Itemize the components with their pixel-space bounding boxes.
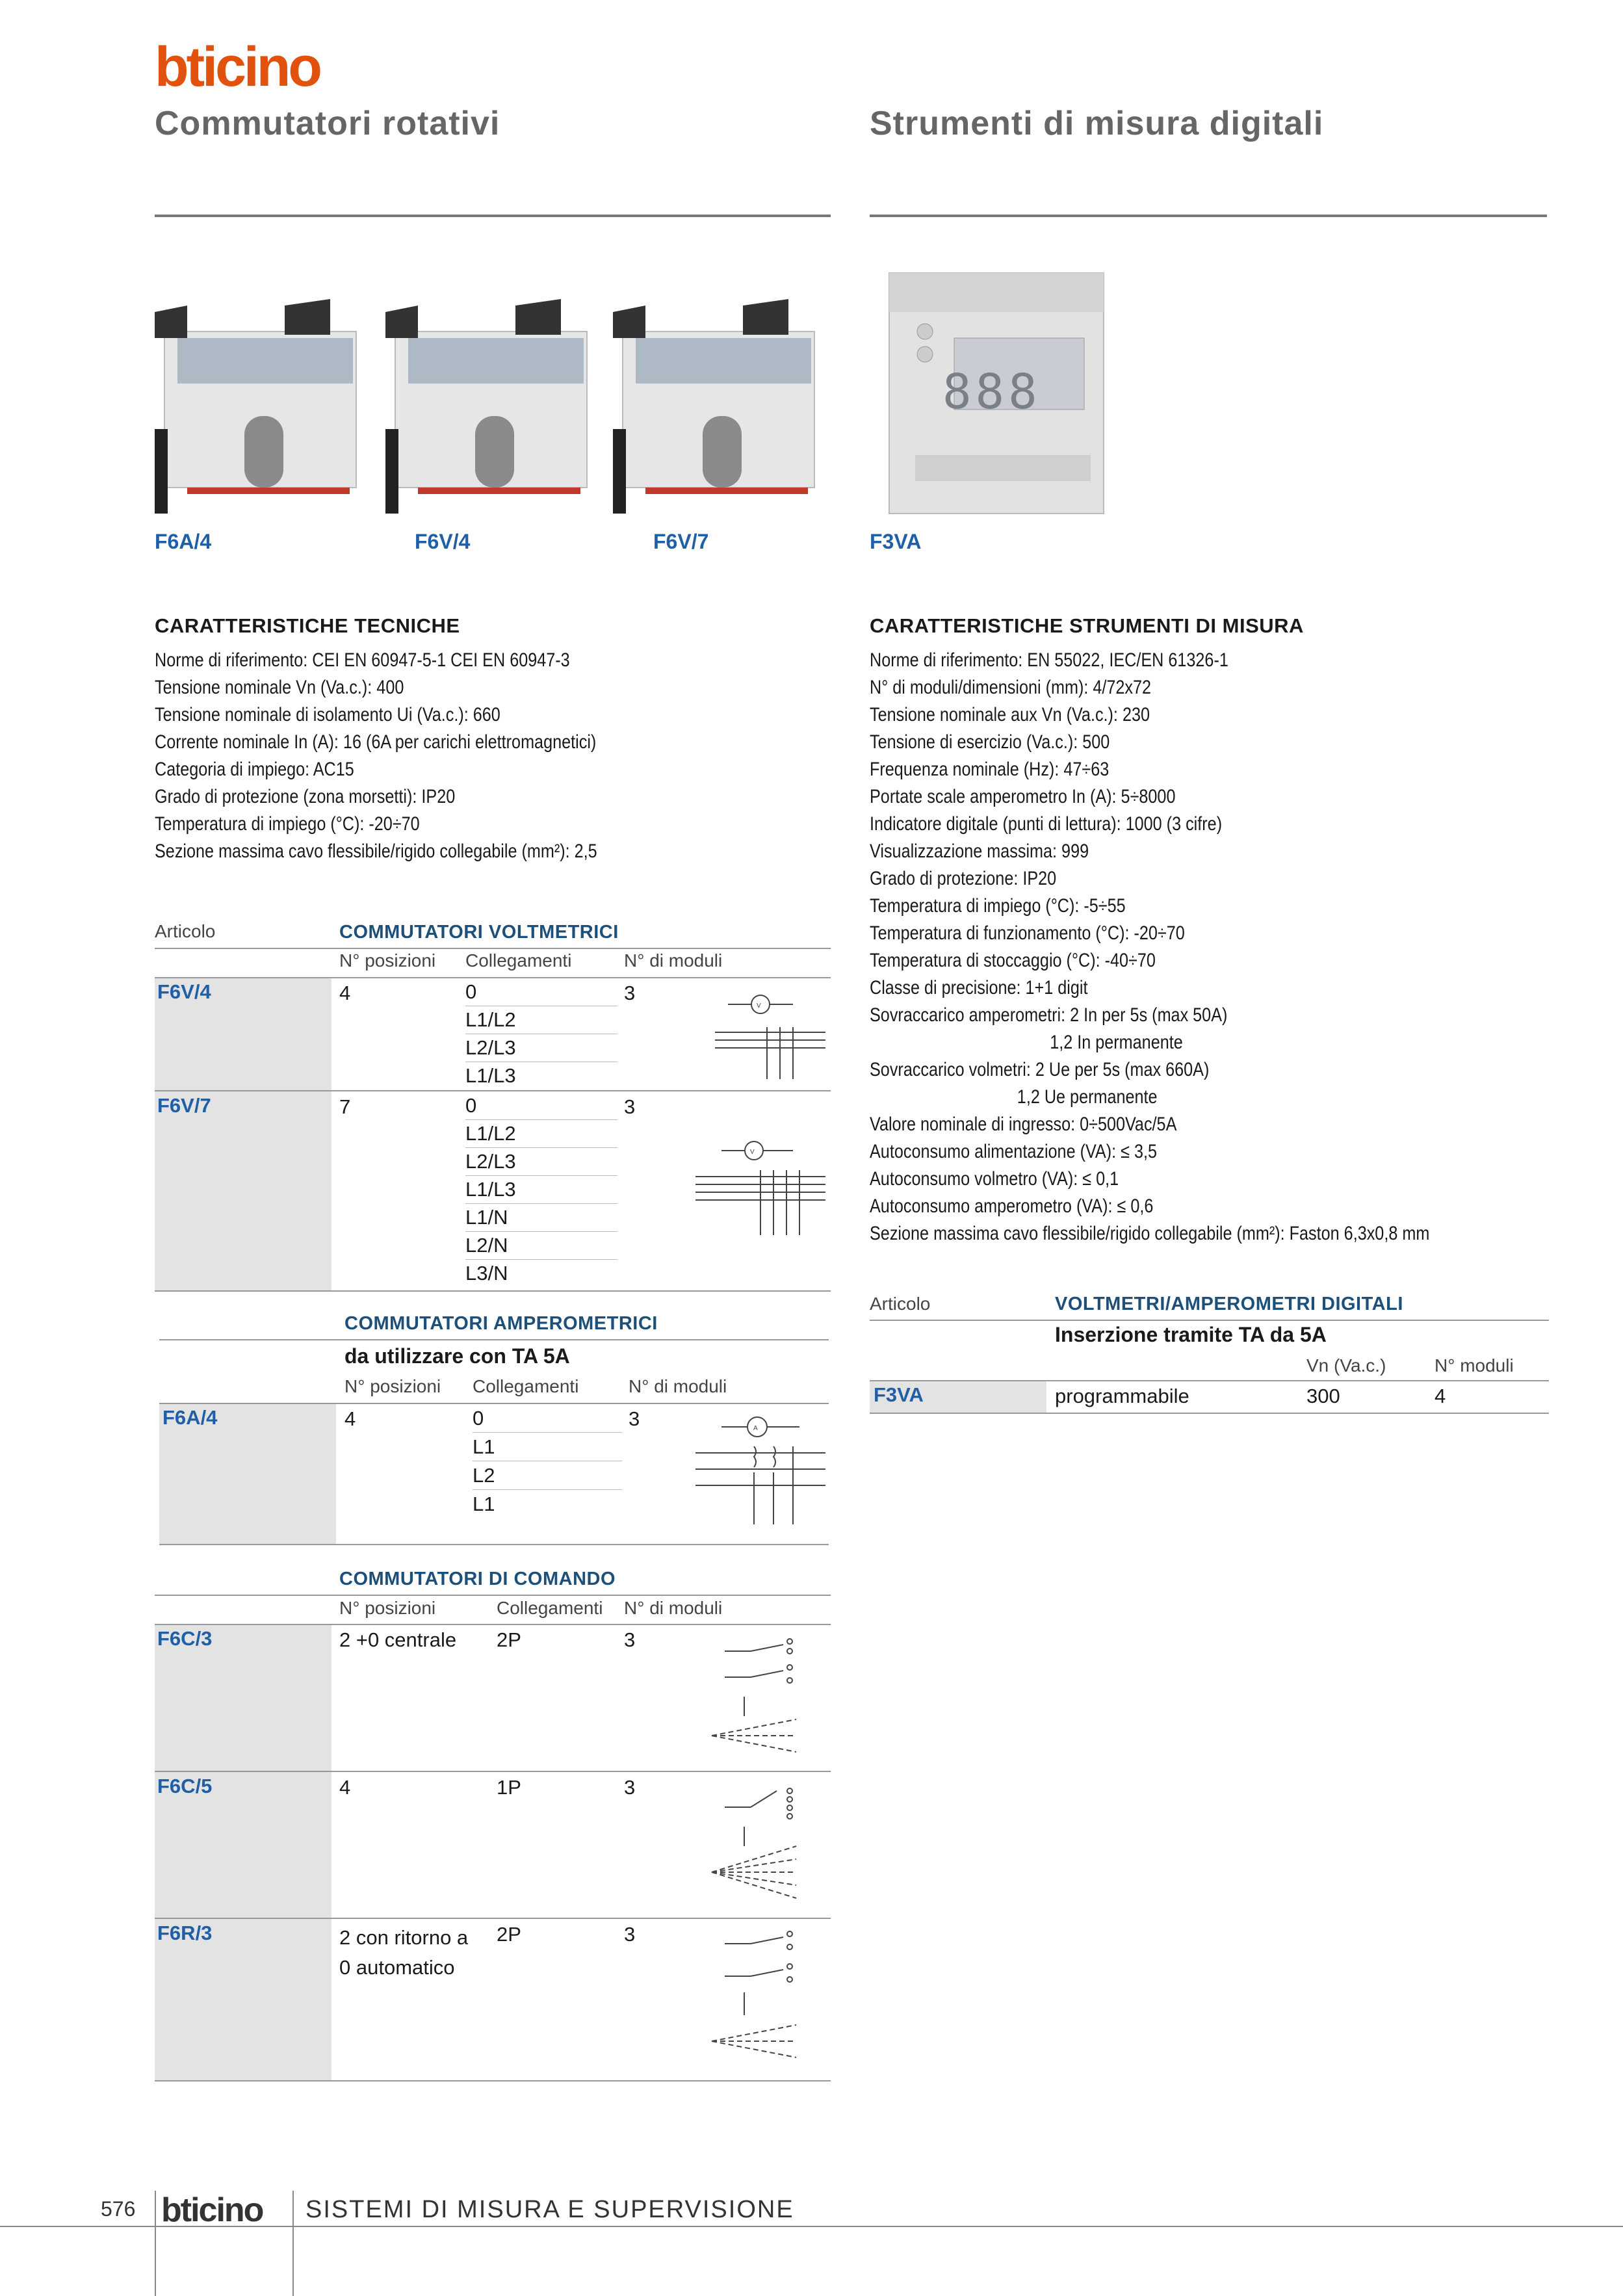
amp-table-title: COMMUTATORI AMPEROMETRICI <box>344 1313 658 1334</box>
amp-table-bottom-rule <box>159 1544 829 1545</box>
cmd-row-connections: 1P <box>497 1776 521 1799</box>
volt-table-bottom-rule <box>155 1290 831 1292</box>
spec-line: Norme di riferimento: EN 55022, IEC/EN 61326-1 <box>870 649 1228 671</box>
volt-row-divider <box>155 1090 831 1091</box>
caption-f6v7: F6V/7 <box>653 530 709 553</box>
volt-f6v7-wiring-diagram <box>689 1131 832 1255</box>
volt-row-connections <box>465 1092 617 1287</box>
svg-text:V: V <box>750 1149 755 1156</box>
cmd-row-modules: 3 <box>624 1923 636 1946</box>
spec-line: Tensione nominale Vn (Va.c.): 400 <box>155 677 404 698</box>
spec-line: 1,2 In permanente <box>1050 1032 1183 1053</box>
spec-line: Sezione massima cavo flessibile/rigido collegabile (mm²): Faston 6,3x0,8 mm <box>870 1223 1430 1244</box>
cmd-col-positions: N° posizioni <box>339 1598 436 1618</box>
volt-title-rule <box>155 948 831 949</box>
svg-text:V: V <box>757 1002 761 1010</box>
spec-line: Sovraccarico volmetri: 2 Ue per 5s (max 660A) <box>870 1059 1210 1080</box>
spec-line: Temperatura di funzionamento (°C): -20÷70 <box>870 922 1185 944</box>
cmd-f6r3-diagram <box>699 1927 829 2070</box>
digital-row-vn: 300 <box>1306 1385 1340 1407</box>
amp-row-connections <box>473 1404 622 1518</box>
spec-line: Grado di protezione (zona morsetti): IP20 <box>155 786 456 807</box>
spec-line: N° di moduli/dimensioni (mm): 4/72x72 <box>870 677 1152 698</box>
amp-row-modules: 3 <box>629 1407 640 1430</box>
specs-left-list <box>155 647 681 865</box>
cmd-table-bottom-rule <box>155 2080 831 2081</box>
digital-col-vn: Vn (Va.c.) <box>1306 1355 1386 1376</box>
digital-title-rule <box>870 1320 1549 1321</box>
connection-item: 0 <box>465 978 617 1006</box>
connection-item: L1 <box>473 1433 622 1461</box>
product-photos <box>148 260 1552 520</box>
cmd-table-title: COMMUTATORI DI COMANDO <box>339 1569 616 1589</box>
spec-line: Tensione nominale aux Vn (Va.c.): 230 <box>870 704 1150 725</box>
connection-item: 0 <box>473 1404 622 1433</box>
connection-item: L1/L3 <box>465 1064 516 1087</box>
specs-left-heading: CARATTERISTICHE TECNICHE <box>155 614 460 637</box>
right-title-rule <box>870 215 1547 217</box>
cmd-row-positions: 2 con ritorno a 0 automatico <box>339 1926 469 1979</box>
switch-image-f6v4 <box>385 299 587 514</box>
amp-col-modules: N° di moduli <box>629 1376 727 1396</box>
spec-line: Norme di riferimento: CEI EN 60947-5-1 CEI EN 60947-3 <box>155 649 570 671</box>
spec-line: Temperatura di stoccaggio (°C): -40÷70 <box>870 950 1156 971</box>
caption-f6a4: F6A/4 <box>155 530 212 553</box>
spec-line: Autoconsumo amperometro (VA): ≤ 0,6 <box>870 1195 1154 1217</box>
left-section-title: Commutatori rotativi <box>155 105 500 142</box>
footer-vline-right <box>292 2191 294 2296</box>
digital-row-modules: 4 <box>1435 1385 1446 1407</box>
volt-row-positions: 7 <box>339 1095 351 1118</box>
digital-articolo-label: Articolo <box>870 1294 931 1314</box>
specs-right-list <box>870 647 1536 1247</box>
digital-table-title: VOLTMETRI/AMPEROMETRI DIGITALI <box>1055 1294 1403 1314</box>
volt-col-modules: N° di moduli <box>624 950 723 971</box>
connection-item: L1/L2 <box>465 1120 617 1148</box>
cmd-col-modules: N° di moduli <box>624 1598 723 1618</box>
connection-item: L2/L3 <box>465 1034 617 1062</box>
amp-col-positions: N° posizioni <box>344 1376 441 1396</box>
volt-row-code: F6V/7 <box>157 1094 211 1117</box>
cmd-row-modules: 3 <box>624 1776 636 1799</box>
volt-articolo-label: Articolo <box>155 921 216 941</box>
switch-image-f6a4 <box>155 299 356 514</box>
cmd-row-positions: 2 +0 centrale <box>339 1628 457 1651</box>
volt-col-connections: Collegamenti <box>465 950 572 971</box>
cmd-col-connections: Collegamenti <box>497 1598 603 1618</box>
caption-f3va: F3VA <box>870 530 922 553</box>
spec-line: Portate scale amperometro In (A): 5÷8000 <box>870 786 1176 807</box>
volt-col-positions: N° posizioni <box>339 950 436 971</box>
cmd-code-column <box>155 1625 331 2080</box>
volt-code-column <box>155 978 331 1290</box>
connection-item: L2 <box>473 1461 622 1490</box>
switch-image-f6v7 <box>613 299 814 514</box>
cmd-row-connections: 2P <box>497 1923 521 1946</box>
left-title-rule <box>155 215 831 217</box>
spec-line: Grado di protezione: IP20 <box>870 868 1057 889</box>
spec-line: Temperatura di impiego (°C): -5÷55 <box>870 895 1126 917</box>
page-number: 576 <box>101 2197 136 2221</box>
volt-table-title: COMMUTATORI VOLTMETRICI <box>339 922 619 943</box>
spec-line: Tensione nominale di isolamento Ui (Va.c.): 660 <box>155 704 500 725</box>
cmd-row-modules: 3 <box>624 1628 636 1651</box>
cmd-row-divider <box>155 1918 831 1919</box>
digital-table-subtitle: Inserzione tramite TA da 5A <box>1055 1323 1327 1346</box>
amp-row-code: F6A/4 <box>162 1406 218 1429</box>
cmd-f6c5-diagram <box>699 1781 829 1911</box>
spec-line: Temperatura di impiego (°C): -20÷70 <box>155 813 420 835</box>
volt-row-positions: 4 <box>339 982 351 1004</box>
cmd-row-positions: 4 <box>339 1776 351 1799</box>
volt-row-modules: 3 <box>624 1095 636 1118</box>
connection-item: L1/N <box>465 1204 617 1232</box>
amp-col-connections: Collegamenti <box>473 1376 579 1396</box>
digital-row-description: programmabile <box>1055 1385 1189 1407</box>
amp-title-rule <box>159 1339 829 1340</box>
cmd-f6c3-diagram <box>699 1632 829 1762</box>
cmd-title-rule <box>155 1595 831 1596</box>
footer-brand-logo: bticino <box>161 2191 263 2229</box>
cmd-row-code: F6C/3 <box>157 1627 213 1650</box>
brand-logo: bticino <box>155 36 320 98</box>
spec-line: Categoria di impiego: AC15 <box>155 759 354 780</box>
connection-item: L2/N <box>465 1232 617 1260</box>
spec-line: Autoconsumo volmetro (VA): ≤ 0,1 <box>870 1168 1119 1190</box>
spec-line: 1,2 Ue permanente <box>1017 1086 1158 1108</box>
cmd-row-code: F6R/3 <box>157 1922 213 1944</box>
right-section-title: Strumenti di misura digitali <box>870 105 1324 142</box>
volt-row-connections <box>465 978 617 1089</box>
spec-line: Sovraccarico amperometri: 2 In per 5s (max 50A) <box>870 1004 1228 1026</box>
spec-line: Valore nominale di ingresso: 0÷500Vac/5A <box>870 1114 1177 1135</box>
connection-item: L1 <box>473 1493 495 1515</box>
spec-line: Autoconsumo alimentazione (VA): ≤ 3,5 <box>870 1141 1157 1162</box>
digital-table-bottom-rule <box>870 1413 1549 1414</box>
caption-f6v4: F6V/4 <box>415 530 471 553</box>
digital-row-code: F3VA <box>874 1383 924 1406</box>
spec-line: Sezione massima cavo flessibile/rigido collegabile (mm²): 2,5 <box>155 841 597 862</box>
volt-row-modules: 3 <box>624 982 636 1004</box>
spec-line: Tensione di esercizio (Va.c.): 500 <box>870 731 1110 753</box>
connection-item: L2/L3 <box>465 1148 617 1176</box>
connection-item: 0 <box>465 1092 617 1120</box>
spec-line: Indicatore digitale (punti di lettura): 1000 (3 cifre) <box>870 813 1223 835</box>
volt-f6v4-wiring-diagram <box>695 988 832 1092</box>
meter-display-text: 888 <box>942 364 1041 420</box>
footer-vline-left <box>155 2191 156 2296</box>
cmd-row-code: F6C/5 <box>157 1775 213 1797</box>
amp-table-subtitle: da utilizzare con TA 5A <box>344 1344 570 1368</box>
amp-f6a4-wiring-diagram <box>689 1407 832 1537</box>
digital-col-modules: N° moduli <box>1435 1355 1514 1376</box>
amp-row-positions: 4 <box>344 1407 356 1430</box>
footer-section-label: SISTEMI DI MISURA E SUPERVISIONE <box>305 2196 794 2223</box>
spec-line: Visualizzazione massima: 999 <box>870 841 1089 862</box>
spec-line: Classe di precisione: 1+1 digit <box>870 977 1088 998</box>
volt-row-code: F6V/4 <box>157 980 211 1003</box>
connection-item: L3/N <box>465 1262 508 1285</box>
specs-right-heading: CARATTERISTICHE STRUMENTI DI MISURA <box>870 614 1304 637</box>
cmd-row-divider <box>155 1771 831 1772</box>
connection-item: L1/L2 <box>465 1006 617 1034</box>
cmd-row-connections: 2P <box>497 1628 521 1651</box>
connection-item: L1/L3 <box>465 1176 617 1204</box>
spec-line: Corrente nominale In (A): 16 (6A per carichi elettromagnetici) <box>155 731 597 753</box>
spec-line: Frequenza nominale (Hz): 47÷63 <box>870 759 1110 780</box>
svg-text:A: A <box>753 1425 758 1432</box>
